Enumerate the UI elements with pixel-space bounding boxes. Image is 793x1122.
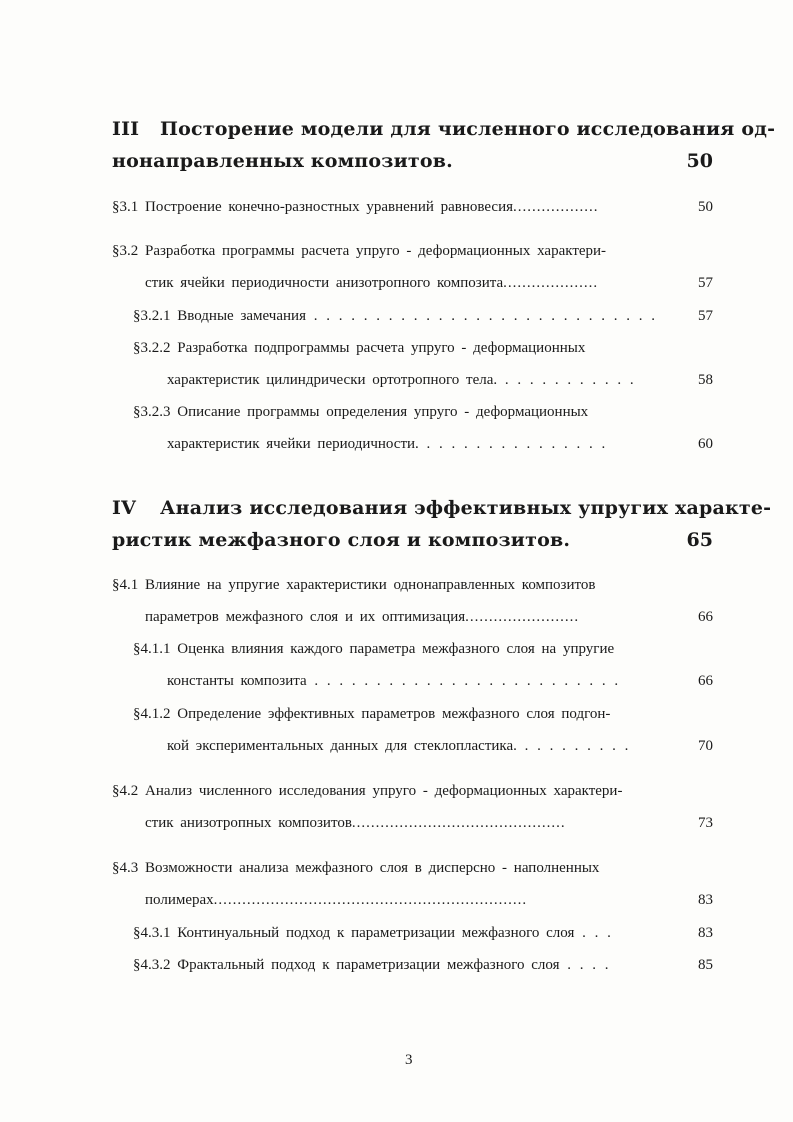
dot-leader: ........................ [465, 609, 580, 625]
footer-page-number: 3 [405, 1052, 413, 1068]
toc-page-number: 60 [698, 436, 713, 452]
toc-page-number: 66 [698, 609, 713, 625]
toc-entry-text: константы композита [167, 673, 307, 689]
chapter-heading-line1 [112, 118, 775, 140]
dot-leader: . . . . [559, 957, 610, 973]
chapter-page-number: 65 [686, 529, 713, 551]
toc-entry-text: §4.3.2 Фрактальный подход к параметризации межфазного слоя [133, 957, 560, 973]
chapter-title: Посторение модели для численного исследования од- [160, 118, 776, 140]
toc-page-number: 83 [698, 925, 713, 941]
toc-entry-text: характеристик цилиндрически ортотропного тела. [167, 372, 498, 388]
toc-entry-text: кой экспериментальных данных для стеклопластика. [167, 738, 517, 754]
toc-page-number: 73 [698, 815, 713, 831]
toc-entry-4-3-2 [133, 957, 610, 974]
toc-entry-text: §3.2.1 Вводные замечания [133, 308, 306, 324]
toc-entry-3-2: §3.2 Разработка программы расчета упруго - деформационных характери- [112, 243, 607, 259]
dot-leader: . . . . . . . . . . . . . . . . . . . . . . . . . . . . [305, 308, 656, 324]
toc-page-number: 70 [698, 738, 713, 754]
dot-leader: . . . . . . . . . . . [497, 372, 635, 388]
toc-page-number: 83 [698, 892, 713, 908]
toc-entry-text: полимерах [145, 892, 214, 908]
toc-entry-4-1-2-cont [167, 738, 629, 755]
toc-page-number: 85 [698, 957, 713, 973]
dot-leader: . . . . . . . . . . . . . . . . . . . . . . . . . [306, 673, 620, 689]
toc-entry-text: характеристик ячейки периодичности. [167, 436, 419, 452]
toc-page-number: 57 [698, 308, 713, 324]
toc-entry-4-1-1: §4.1.1 Оценка влияния каждого параметра межфазного слоя на упругие [133, 641, 615, 657]
toc-entry-3-2-2-cont [167, 372, 635, 389]
chapter-heading-line2: нонаправленных композитов. [112, 150, 453, 172]
toc-entry-4-1-2: §4.1.2 Определение эффективных параметров межфазного слоя подгон- [133, 706, 611, 722]
toc-entry-4-3-cont [145, 892, 527, 909]
toc-entry-3-2-2: §3.2.2 Разработка подпрограммы расчета упруго - деформационных [133, 340, 586, 356]
toc-entry-4-3: §4.3 Возможности анализа межфазного слоя в дисперсно - наполненных [112, 860, 600, 876]
toc-entry-text: стик анизотропных композитов [145, 815, 352, 831]
toc-entry-3-1 [112, 199, 599, 216]
toc-entry-4-1-1-cont [167, 673, 619, 690]
toc-entry-3-2-1 [133, 308, 656, 325]
dot-leader: .................... [503, 275, 599, 291]
dot-leader: . . . . . . . . . [516, 738, 630, 754]
dot-leader: .................. [513, 199, 599, 215]
toc-entry-4-3-1 [133, 925, 612, 942]
toc-entry-text: параметров межфазного слоя и их оптимизация [145, 609, 466, 625]
toc-page-number: 50 [698, 199, 713, 215]
dot-leader: ............................................. [351, 815, 566, 831]
dot-leader: . . . [574, 925, 612, 941]
toc-entry-text: §3.1 Построение конечно-разностных уравнений равновесия [112, 199, 513, 215]
toc-entry-3-2-3-cont [167, 436, 606, 453]
toc-entry-4-2-cont [145, 815, 566, 832]
toc-page-number: 66 [698, 673, 713, 689]
chapter-number: III [112, 118, 140, 140]
chapter-page-number: 50 [686, 150, 713, 172]
toc-entry-4-2: §4.2 Анализ численного исследования упруго - деформационных характери- [112, 783, 623, 799]
chapter-heading-line1 [112, 497, 771, 519]
toc-page-number: 57 [698, 275, 713, 291]
dot-leader: .................................................................. [213, 892, 528, 908]
toc-entry-4-1: §4.1 Влияние на упругие характеристики однонаправленных композитов [112, 577, 596, 593]
toc-entry-3-2-cont [145, 275, 598, 292]
toc-entry-text: §4.3.1 Континуальный подход к параметризации межфазного слоя [133, 925, 575, 941]
toc-entry-text: стик ячейки периодичности анизотропного композита [145, 275, 504, 291]
chapter-heading-line2: ристик межфазного слоя и композитов. [112, 529, 571, 551]
toc-entry-3-2-3: §3.2.3 Описание программы определения упруго - деформационных [133, 404, 589, 420]
chapter-number: IV [112, 497, 137, 519]
chapter-title: Анализ исследования эффективных упругих характе- [160, 497, 772, 519]
dot-leader: . . . . . . . . . . . . . . . [418, 436, 607, 452]
toc-page-number: 58 [698, 372, 713, 388]
toc-entry-4-1-cont [145, 609, 579, 626]
